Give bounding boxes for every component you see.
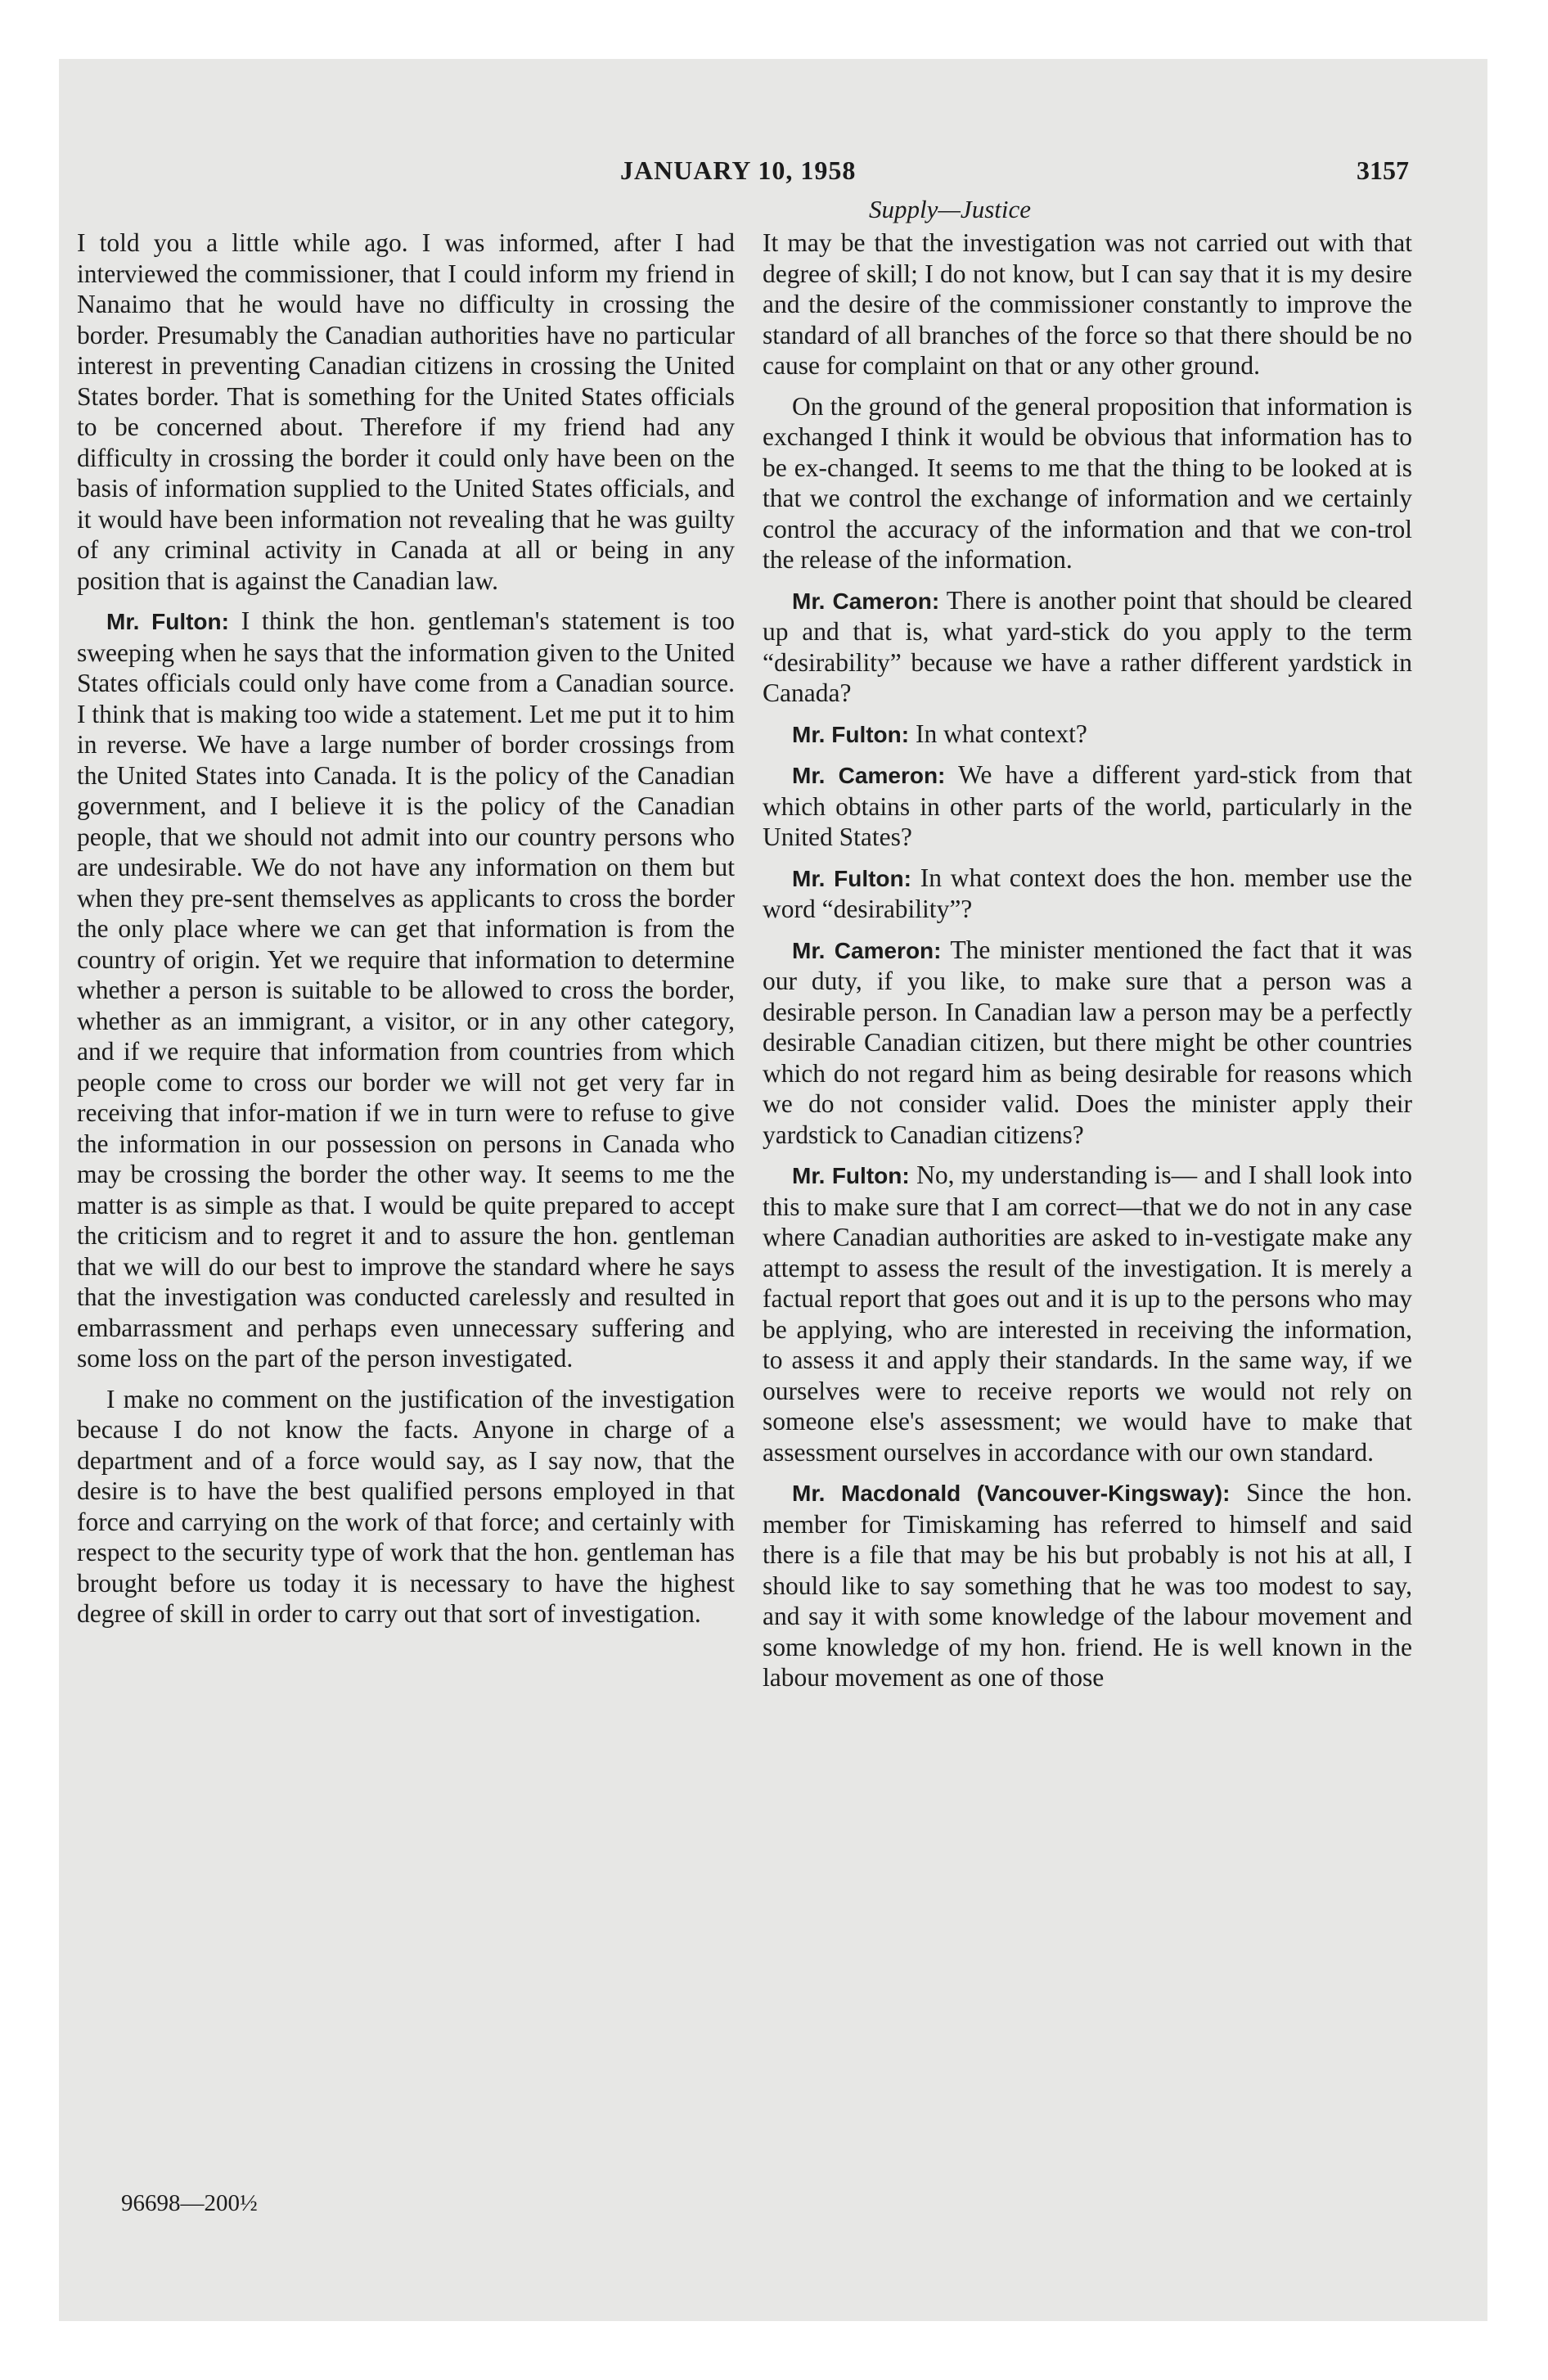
footer-code: 96698—200½	[121, 2190, 258, 2216]
speech-text: I think the hon. gentleman's statement is too sweeping when he says that the information given to the United States officials could only have come from a Canadian source. I think that is making too wide a statement. Let me put it to him in reverse. We have a large number of border crossings from the United States into Canada. It is the policy of the Canadian government, and I believe it is the policy of the Canadian people, that we should not admit into our country persons who are undesirable. We do not have any information on them but when they pre-sent themselves as applicants to cross the border the only place where we can get that information is from the country of origin. Yet we require that information to determine whether a person is suitable to be allowed to cross the border, whether as an immigrant, a visitor, or in any other category, and if we require that information from countries from which people come to cross our border we will not get very far in receiving that infor-mation if we in turn were to refuse to give the information in our possession on persons in Canada who may be crossing the border the other way. It seems to me the matter is as simple as that. I would be quite prepared to accept the criticism and to regret it and to assure the hon. gentleman that we will do our best to improve the standard where he says that the investigation was conducted carelessly and resulted in embarrassment and perhaps even unnecessary suffering and some loss on the part of the person investigated.	[77, 606, 735, 1373]
speech-paragraph	[763, 719, 1412, 751]
speaker-name: Mr. Macdonald (Vancouver-Kingsway):	[792, 1481, 1231, 1506]
paragraph: I make no comment on the justification of the investigation because I do not know the facts. Anyone in charge of a department and of a force would say, as I say now, that the desire is to have the best qualified persons employed in that force and carrying on the work of that force; and certainly with respect to the security type of work that the hon. gentleman has brought before us today it is necessary to have the highest degree of skill in order to carry out that sort of investigation.	[77, 1384, 735, 1628]
speech-text: There is another point that should be cleared up and that is, what yard-stick do you apply to the term “desirability” because we have a rather different yardstick in Canada?	[763, 585, 1412, 707]
speech-paragraph	[763, 585, 1412, 709]
page-number: 3157	[1357, 156, 1409, 185]
paragraph: It may be that the investigation was not carried out with that degree of skill; I do not know, but I can say that it is my desire and the desire of the commissioner constantly to improve the standard of all branches of the force so that there should be no cause for complaint on that or any other ground.	[763, 228, 1412, 380]
speech-paragraph	[77, 606, 735, 1374]
speech-paragraph	[763, 1477, 1412, 1693]
speaker-name: Mr. Fulton:	[792, 865, 911, 891]
left-column	[77, 228, 735, 1639]
speech-paragraph	[763, 1160, 1412, 1467]
right-column	[763, 228, 1412, 1703]
speech-paragraph	[763, 760, 1412, 853]
speech-text: Since the hon. member for Timiskaming has referred to himself and said there is a file that may be his but probably is not his at all, I should like to say something that he was too modest to say, and say it with some knowledge of the labour movement and some knowledge of my hon. friend. He is well known in the labour movement as one of those	[763, 1478, 1412, 1692]
speech-text: No, my understanding is— and I shall look into this to make sure that I am correct—that we do not in any case where Canadian authorities are asked to in-vestigate make any attempt to assess the result of the investigation. It is merely a factual report that goes out and it is up to the persons who may be applying, who are interested in receiving the information, to assess it and apply their standards. In the same way, if we ourselves were to receive reports we would not rely on someone else's assessment; we would have to make that assessment ourselves in accordance with our own standard.	[763, 1161, 1413, 1467]
paragraph: On the ground of the general proposition that information is exchanged I think it would be obvious that information has to be ex-changed. It seems to me that the thing to be looked at is that we control the exchange of information and we certainly control the accuracy of the information and that we con-trol the release of the information.	[763, 391, 1412, 574]
page-header	[0, 156, 1548, 188]
speaker-name: Mr. Fulton:	[106, 609, 229, 634]
speech-text: In what context does the hon. member use the word “desirability”?	[763, 863, 1413, 923]
speaker-name: Mr. Fulton:	[792, 721, 910, 747]
section-heading: Supply—Justice	[869, 195, 1032, 223]
speech-paragraph	[763, 863, 1412, 925]
page-date: JANUARY 10, 1958	[620, 156, 857, 185]
speech-paragraph	[763, 935, 1412, 1151]
speaker-name: Mr. Cameron:	[792, 937, 942, 963]
speaker-name: Mr. Cameron:	[792, 588, 940, 614]
speech-text: In what context?	[909, 719, 1087, 748]
speech-text: The minister mentioned the fact that it was our duty, if you like, to make sure that a person was a desirable person. In Canadian law a person may be a perfectly desirable Canadian citizen, but there might be other countries which do not regard him as being desirable for reasons which we do not consider valid. Does the minister apply their yardstick to Canadian citizens?	[763, 935, 1412, 1149]
speech-text: We have a different yard-stick from that which obtains in other parts of the world, particularly in the United States?	[763, 760, 1412, 851]
speaker-name: Mr. Fulton:	[792, 1163, 910, 1188]
paragraph: I told you a little while ago. I was informed, after I had interviewed the commissioner, that I could inform my friend in Nanaimo that he would have no difficulty in crossing the border. Presumably the Canadian authorities have no particular interest in preventing Canadian citizens in crossing the United States border. That is something for the United States officials to be concerned about. Therefore if my friend had any difficulty in crossing the border it could only have been on the basis of information supplied to the United States officials, and it would have been information not revealing that he was guilty of any criminal activity in Canada at all or being in any position that is against the Canadian law.	[77, 228, 735, 595]
speaker-name: Mr. Cameron:	[792, 763, 946, 788]
